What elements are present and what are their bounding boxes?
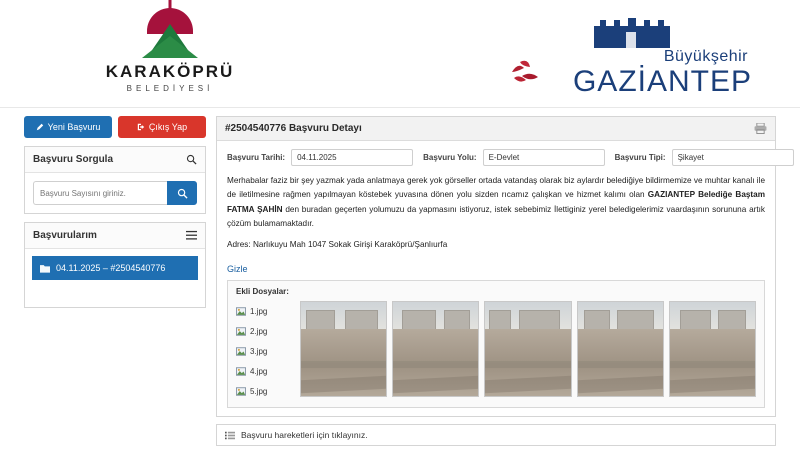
image-icon bbox=[236, 307, 246, 316]
file-name: 2.jpg bbox=[250, 326, 268, 336]
search-card-header bbox=[25, 147, 205, 173]
gaziantep-logo bbox=[472, 14, 752, 97]
search-card bbox=[24, 146, 206, 214]
request-address: Adres: Narlıkuyu Mah 1047 Sokak Girişi Karaköprü/Şanlıurfa bbox=[227, 240, 448, 250]
request-history-link[interactable] bbox=[216, 424, 776, 446]
gaziantep-logo-top: Büyükşehir bbox=[663, 48, 748, 65]
mosque-tree-logo-icon bbox=[80, 6, 260, 58]
thumbnail-image[interactable] bbox=[484, 301, 571, 397]
search-card-title: Başvuru Sorgula bbox=[33, 154, 114, 165]
meta-label-channel: Başvuru Yolu: bbox=[423, 153, 477, 162]
gaziantep-logo-main: GAZİANTEP bbox=[572, 65, 752, 98]
sidebar bbox=[24, 116, 206, 450]
logout-button-label: Çıkış Yap bbox=[148, 122, 188, 132]
new-request-button[interactable] bbox=[24, 116, 112, 138]
image-icon bbox=[236, 327, 246, 336]
meta-field-date bbox=[227, 149, 413, 166]
sidebar-action-buttons bbox=[24, 116, 206, 138]
list-item-label: 04.11.2025 – #2504540776 bbox=[56, 263, 166, 273]
applications-card-header bbox=[25, 223, 205, 249]
list-item[interactable] bbox=[236, 381, 294, 401]
site-header bbox=[0, 0, 800, 108]
attachments-title: Ekli Dosyalar: bbox=[236, 287, 289, 297]
meta-label-type: Başvuru Tipi: bbox=[614, 153, 666, 162]
applications-card bbox=[24, 222, 206, 308]
request-history-label: Başvuru hareketleri için tıklayınız. bbox=[241, 430, 368, 441]
meta-input-date[interactable] bbox=[291, 149, 413, 166]
main-content bbox=[216, 116, 776, 450]
file-name: 4.jpg bbox=[250, 366, 268, 376]
list-item[interactable] bbox=[236, 321, 294, 341]
search-group bbox=[33, 181, 197, 205]
thumbnail-image[interactable] bbox=[669, 301, 756, 397]
thumbnail-image[interactable] bbox=[300, 301, 387, 397]
applications-card-title: Başvurularım bbox=[33, 230, 97, 241]
folder-icon bbox=[40, 264, 50, 273]
list-item[interactable] bbox=[236, 361, 294, 381]
attachments-wrap bbox=[236, 301, 756, 401]
pistachio-icon bbox=[508, 58, 544, 86]
karakopru-logo-subtitle: BELEDİYESİ bbox=[126, 84, 214, 93]
karakopru-logo bbox=[80, 6, 260, 93]
search-icon bbox=[177, 188, 188, 199]
image-icon bbox=[236, 367, 246, 376]
description-part1: Merhabalar faziz bir şey yazmak yada anlatmaya gerek yok görseller ortada vatandaş olarak biz aylardır belediğiye bildirmemize ve muhtar kanalı ile de iletilmesine rağmen yapılmayan köstebek yuvasına dönen yolu sizden rıcamız çalışkan ve hizmet kalımı olan bbox=[227, 176, 765, 200]
meta-field-channel bbox=[423, 149, 605, 166]
meta-label-date: Başvuru Tarihi: bbox=[227, 153, 286, 162]
description-highlight: GAZIANTEP Belediğe Baştam FATMA ŞAHİN bbox=[227, 190, 765, 214]
meta-input-channel[interactable] bbox=[483, 149, 605, 166]
page-body bbox=[0, 108, 800, 450]
meta-row bbox=[227, 149, 765, 166]
search-input[interactable] bbox=[33, 181, 167, 205]
attachment-file-list bbox=[236, 301, 294, 401]
search-card-body bbox=[25, 173, 205, 213]
karakopru-logo-title: KARAKÖPRÜ bbox=[105, 62, 235, 81]
thumbnail-image[interactable] bbox=[577, 301, 664, 397]
printer-icon[interactable] bbox=[754, 123, 767, 134]
meta-input-type[interactable] bbox=[672, 149, 794, 166]
edit-icon bbox=[36, 123, 44, 131]
applications-card-body bbox=[25, 249, 205, 307]
file-name: 1.jpg bbox=[250, 306, 268, 316]
new-request-button-label: Yeni Başvuru bbox=[47, 122, 101, 132]
detail-panel-header bbox=[217, 117, 775, 141]
logout-button[interactable] bbox=[118, 116, 206, 138]
attachments-box bbox=[227, 280, 765, 408]
detail-panel bbox=[216, 116, 776, 417]
list-item[interactable] bbox=[236, 341, 294, 361]
castle-logo-icon bbox=[592, 14, 672, 48]
request-description bbox=[227, 174, 765, 231]
search-submit-button[interactable] bbox=[167, 181, 197, 205]
image-icon bbox=[236, 347, 246, 356]
description-part2: den buradan geçerten yolumuzu da yapmasını istiyoruz, istek sebebimiz İlettiginiz yerel beledigelerimiz vaardaşının sorununa artık çözüm bulamamaktadır. bbox=[227, 204, 765, 229]
list-bullet-icon bbox=[225, 431, 235, 440]
list-icon[interactable] bbox=[186, 230, 197, 241]
image-icon bbox=[236, 387, 246, 396]
list-item[interactable] bbox=[32, 256, 198, 280]
page-title: #2504540776 Başvuru Detayı bbox=[225, 123, 362, 134]
thumbnail-image[interactable] bbox=[392, 301, 479, 397]
attachment-thumbnails bbox=[300, 301, 756, 401]
exit-icon bbox=[137, 123, 145, 131]
detail-panel-body bbox=[217, 141, 775, 416]
file-name: 5.jpg bbox=[250, 386, 268, 396]
file-name: 3.jpg bbox=[250, 346, 268, 356]
meta-field-type bbox=[615, 149, 794, 166]
list-item[interactable] bbox=[236, 301, 294, 321]
hide-link[interactable]: Gizle bbox=[227, 264, 248, 275]
search-icon[interactable] bbox=[186, 154, 197, 165]
